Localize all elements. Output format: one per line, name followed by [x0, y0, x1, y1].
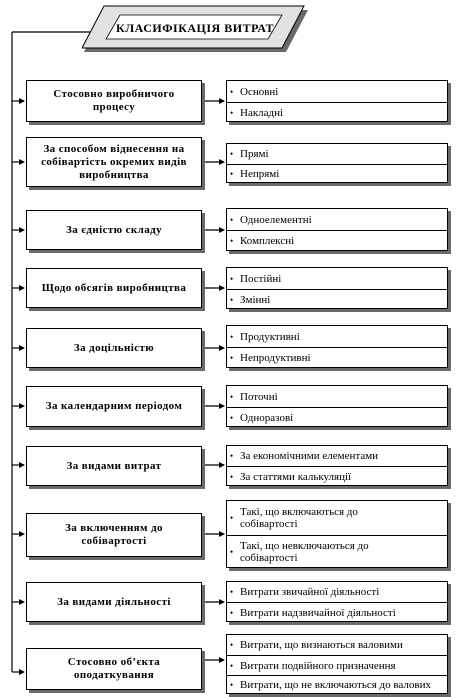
category-cost-attribution: За способом віднесення на собівартість окремих видів виробництва [26, 137, 202, 187]
list-item: • Непрямі [227, 164, 447, 183]
list-item: • Одноразові [227, 407, 447, 427]
list-item: • Одноелементні [227, 209, 447, 230]
list-item: • Накладні [227, 102, 447, 122]
items-taxation-object [226, 634, 448, 694]
list-item: • Продуктивні [227, 326, 447, 347]
category-composition: За єдністю складу [26, 210, 202, 250]
list-item: • Витрати звичайної діяльності [227, 582, 447, 602]
category-cost-inclusion: За включенням до собівартості [26, 513, 202, 557]
category-production-volume: Щодо обсягів виробництва [26, 268, 202, 308]
diagram-title: КЛАСИФІКАЦІЯ ВИТРАТ [116, 20, 274, 35]
list-item: • Такі, що невключаються до собівартості [227, 535, 447, 568]
list-item: • Витрати, що визнаються валовими [227, 635, 447, 655]
category-expediency: За доцільністю [26, 328, 202, 368]
list-item: • За статтями калькуляції [227, 466, 447, 486]
items-cost-attribution [226, 143, 448, 183]
items-production-volume [226, 267, 448, 309]
items-expense-types [226, 445, 448, 486]
category-calendar-period: За календарним періодом [26, 386, 202, 427]
list-item: • Витрати, що не включаються до валових [227, 675, 447, 693]
list-item: • Непродуктивні [227, 347, 447, 368]
items-composition [226, 208, 448, 251]
items-activity-types [226, 581, 448, 622]
list-item: • Комплексні [227, 230, 447, 251]
list-item: • Поточні [227, 386, 447, 407]
category-expense-types: За видами витрат [26, 446, 202, 486]
items-cost-inclusion [226, 500, 448, 568]
items-calendar-period [226, 385, 448, 427]
list-item: • Такі, що включаються до собівартості [227, 501, 447, 535]
list-item: • Прямі [227, 144, 447, 164]
category-production-process: Стосовно виробничого процесу [26, 80, 202, 122]
items-production-process [226, 80, 448, 122]
category-taxation-object: Стосовно об’єкта оподаткування [26, 648, 202, 690]
list-item: • Змінні [227, 289, 447, 309]
list-item: • Витрати надзвичайної діяльності [227, 602, 447, 622]
list-item: • Постійні [227, 268, 447, 289]
list-item: • За економічними елементами [227, 446, 447, 466]
items-expediency [226, 325, 448, 368]
category-activity-types: За видами діяльності [26, 582, 202, 622]
list-item: • Основні [227, 81, 447, 102]
list-item: • Витрати подвійного призначення [227, 655, 447, 675]
